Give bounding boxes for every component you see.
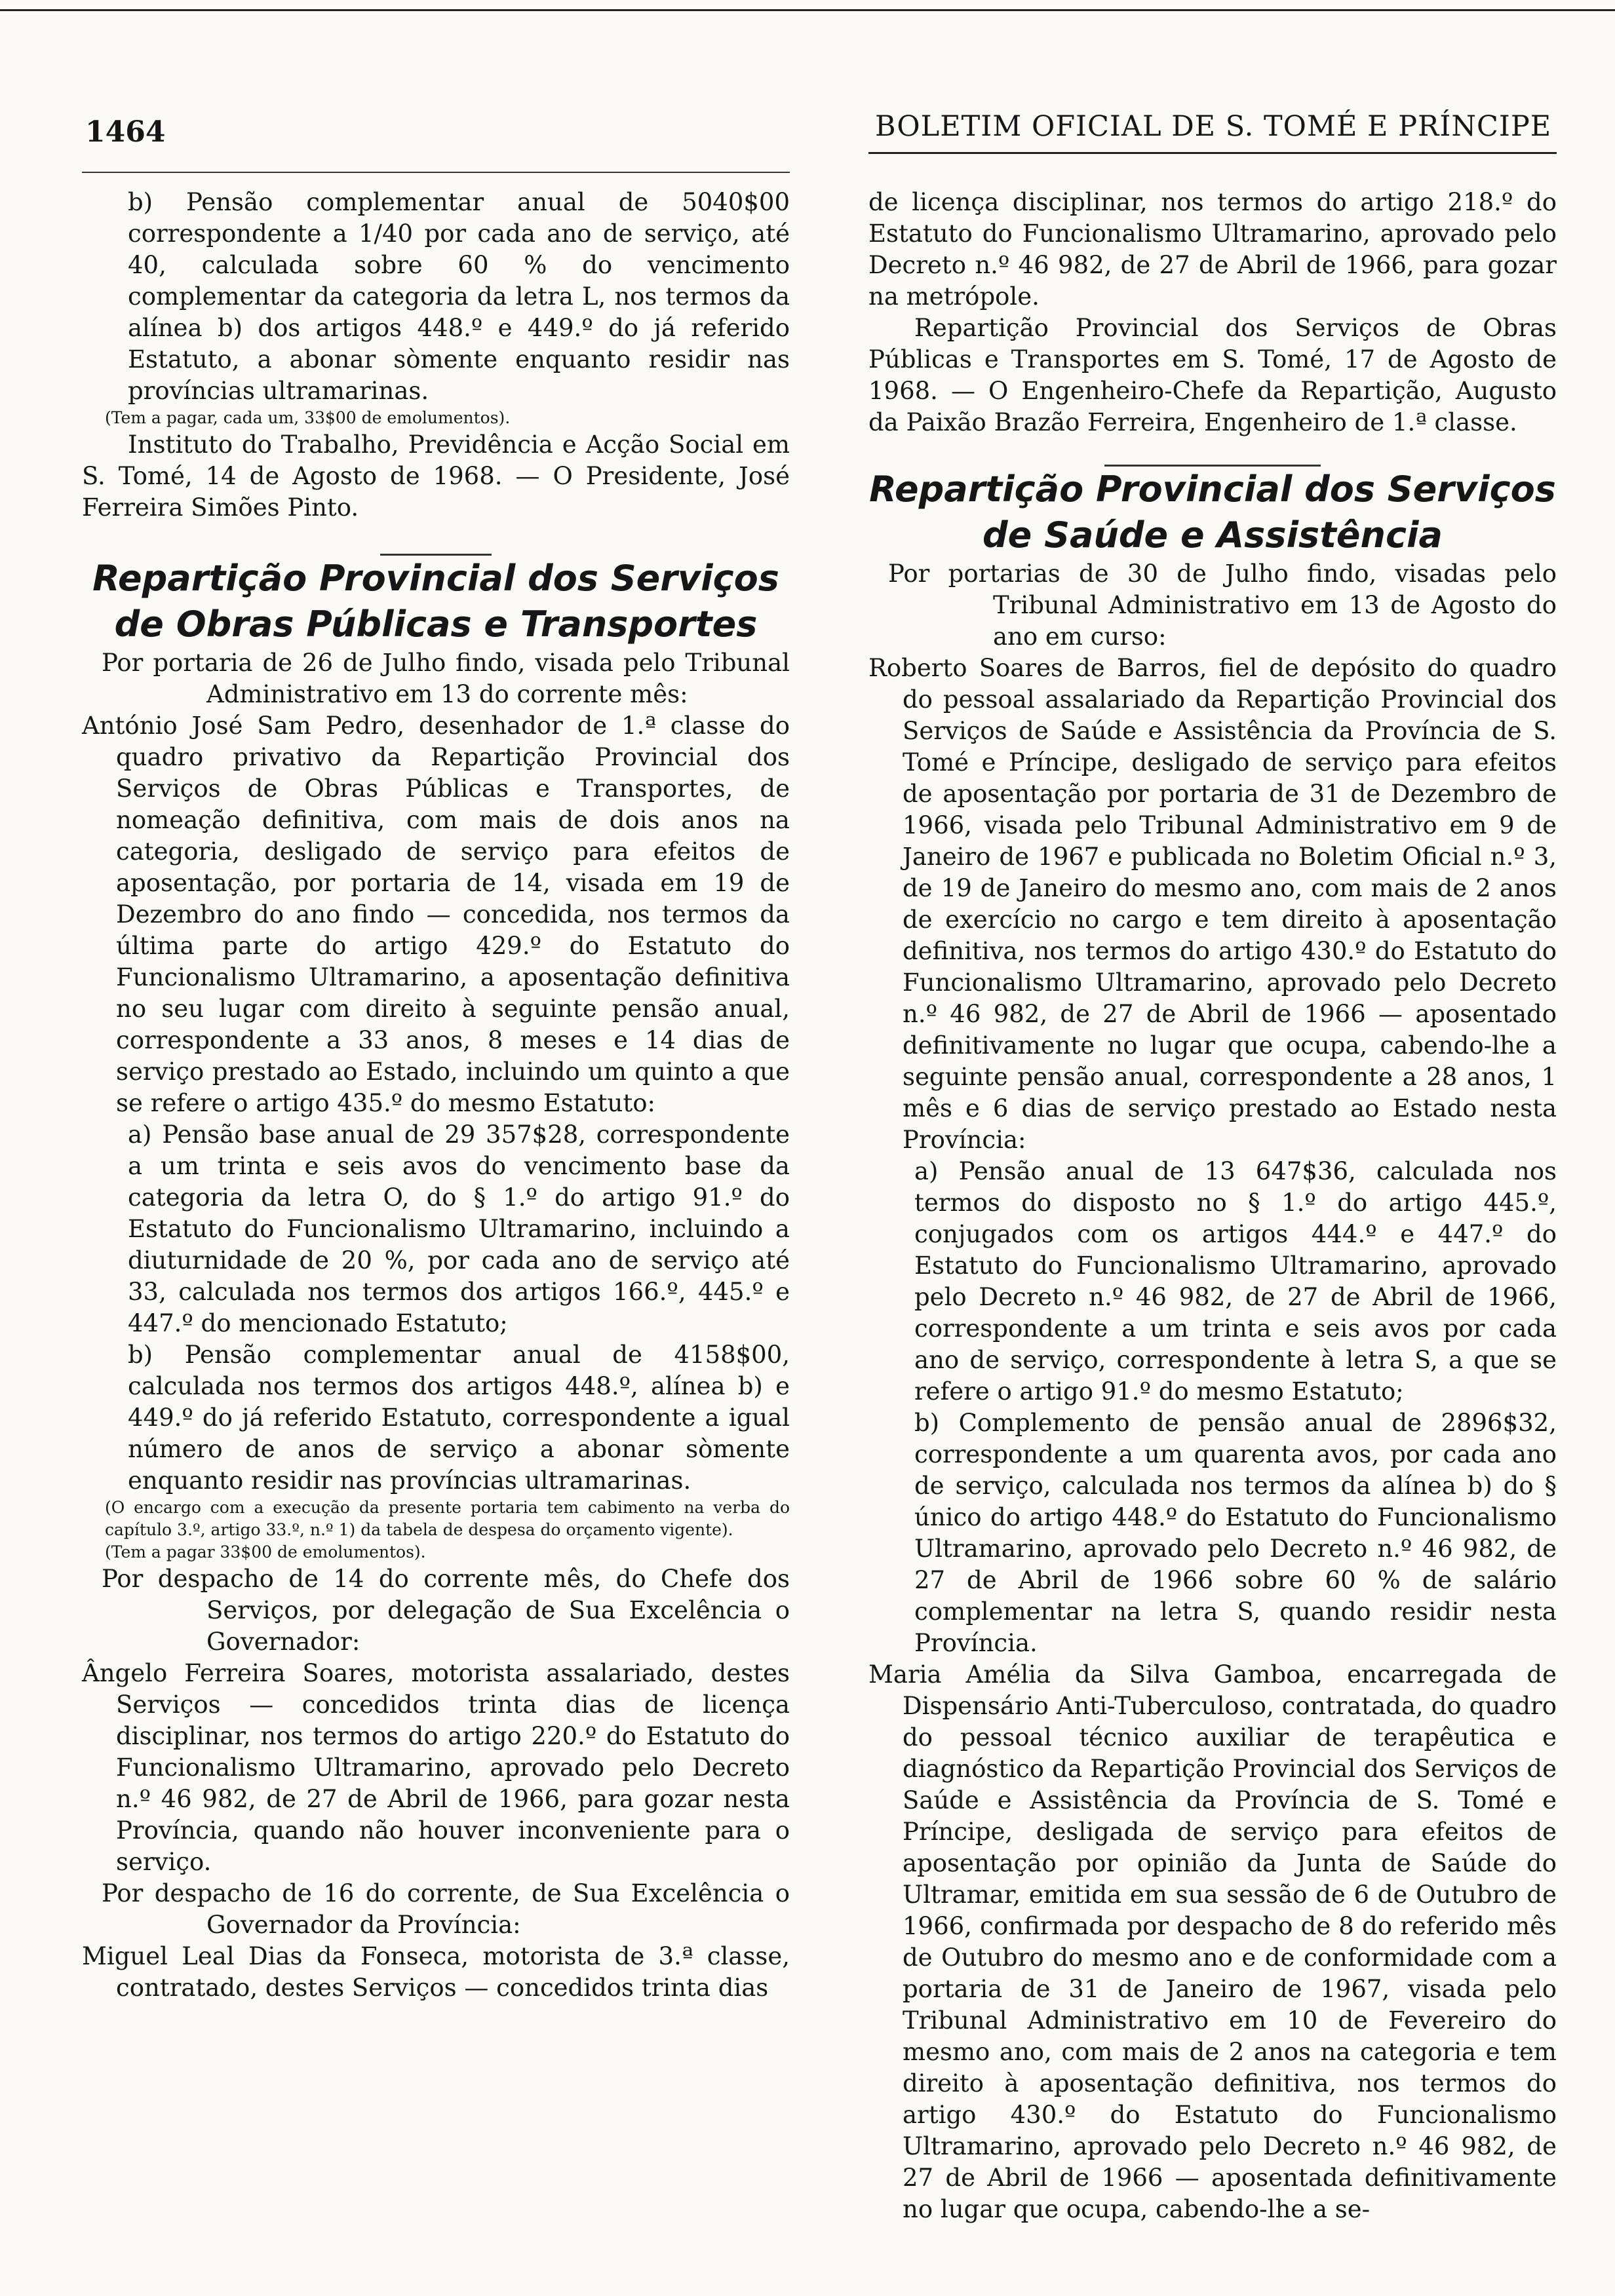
left-column	[82, 187, 790, 2004]
portaria-intro: Por portaria de 26 de Julho findo, visada pelo Tribunal Administrativo em 13 do corrente mês:	[102, 649, 790, 708]
header-rule-right	[868, 152, 1557, 154]
entry-miguel-leal-dias-da-fonseca: Miguel Leal Dias da Fonseca, motorista de 3.ª classe, contratado, destes Serviços — concedidos trinta dias	[82, 1942, 790, 2002]
section-heading-obras-publicas: Repartição Provincial dos Serviços de Obras Públicas e Transportes	[92, 558, 779, 645]
running-head: BOLETIM OFICIAL DE S. TOMÉ E PRÍNCIPE	[875, 110, 1552, 143]
despacho-intro: Por despacho de 16 do corrente, de Sua Excelência o Governador da Província:	[102, 1879, 790, 1939]
entry-antonio-jose-sam-pedro: António José Sam Pedro, desenhador de 1.ª classe do quadro privativo da Repartição Provincial dos Serviços de Obras Públicas e Transportes, de nomeação definitiva, com mais de dois anos na categoria, desligado de serviço para efeitos de aposentação, por portaria de 14, visada em 19 de Dezembro do ano findo — concedida, nos termos da última parte do artigo 429.º do Estatuto do Funcionalismo Ultramarino, a aposentação definitiva no seu lugar com direito à seguinte pensão anual, correspondente a 33 anos, 8 meses e 14 dias de serviço prestado ao Estado, incluindo um quinto a que se refere o artigo 435.º do mesmo Estatuto:	[82, 712, 790, 1117]
header-rule-left	[82, 172, 790, 173]
fee-note: (Tem a pagar 33$00 de emolumentos).	[105, 1542, 426, 1561]
fee-note: (Tem a pagar, cada um, 33$00 de emolumentos).	[105, 408, 511, 427]
signoff-instituto: Instituto do Trabalho, Previdência e Acção Social em S. Tomé, 14 de Agosto de 1968. — O Presidente, José Ferreira Simões Pinto.	[82, 430, 790, 522]
top-border-line	[0, 9, 1615, 11]
entry-antonio-item-b: b) Pensão complementar anual de 4158$00, calculada nos termos dos artigos 448.º, alínea b) e 449.º do já referido Estatuto, correspondente a igual número de anos de serviço a abonar sòmente enquanto residir nas províncias ultramarinas.	[128, 1341, 790, 1495]
entry-angelo-ferreira-soares: Ângelo Ferreira Soares, motorista assalariado, destes Serviços — concedidos trinta dias de licença disciplinar, nos termos do artigo 220.º do Estatuto do Funcionalismo Ultramarino, aprovado pelo Decreto n.º 46 982, de 27 de Abril de 1966, para gozar nesta Província, quando não houver inconveniente para o serviço.	[82, 1659, 790, 1876]
entry-miguel-continued: de licença disciplinar, nos termos do artigo 218.º do Estatuto do Funcionalismo Ultramarino, aprovado pelo Decreto n.º 46 982, de 27 de Abril de 1966, para gozar na metrópole.	[868, 188, 1557, 311]
despacho-intro: Por despacho de 14 do corrente mês, do Chefe dos Serviços, por delegação de Sua Excelência o Governador:	[102, 1565, 790, 1656]
entry-roberto-soares-de-barros: Roberto Soares de Barros, fiel de depósito do quadro do pessoal assalariado da Repartição Provincial dos Serviços de Saúde e Assistência da Província de S. Tomé e Príncipe, desligado de serviço para efeitos de aposentação por portaria de 31 de Dezembro de 1966, visada pelo Tribunal Administrativo em 9 de Janeiro de 1967 e publicada no Boletim Oficial n.º 3, de 19 de Janeiro do mesmo ano, com mais de 2 anos de exercício no cargo e tem direito à aposentação definitiva, nos termos do artigo 430.º do Estatuto do Funcionalismo Ultramarino, aprovado pelo Decreto n.º 46 982, de 27 de Abril de 1966 — aposentado definitivamente no lugar que ocupa, cabendo-lhe a seguinte pensão anual, correspondente a 28 anos, 1 mês e 6 dias de serviço prestado ao Estado nesta Província:	[868, 654, 1557, 1154]
page-number: 1464	[85, 115, 166, 149]
entry-maria-amelia-da-silva-gamboa: Maria Amélia da Silva Gamboa, encarregada de Dispensário Anti-Tuberculoso, contratada, do quadro do pessoal técnico auxiliar de terapêutica e diagnóstico da Repartição Provincial dos Serviços de Saúde e Assistência da Província de S. Tomé e Príncipe, desligada de serviço para efeitos de aposentação por opinião da Junta de Saúde do Ultramar, emitida em sua sessão de 6 de Outubro de 1966, confirmada por despacho de 8 do referido mês de Outubro do mesmo ano e de conformidade com a portaria de 31 de Janeiro de 1967, visada pelo Tribunal Administrativo em 10 de Fevereiro do mesmo ano, com mais de 2 anos na categoria e tem direito à aposentação definitiva, nos termos do artigo 430.º do Estatuto do Funcionalismo Ultramarino, aprovado pelo Decreto n.º 46 982, de 27 de Abril de 1966 — aposentada definitivamente no lugar que ocupa, cabendo-lhe a se-	[868, 1660, 1557, 2223]
section-heading-saude: Repartição Provincial dos Serviços de Saúde e Assistência	[869, 469, 1556, 556]
portarias-intro: Por portarias de 30 de Julho findo, visadas pelo Tribunal Administrativo em 13 de Agosto do ano em curso:	[888, 560, 1557, 651]
entry-roberto-item-a: a) Pensão anual de 13 647$36, calculada nos termos do disposto no § 1.º do artigo 445.º, conjugados com os artigos 444.º e 447.º do Estatuto do Funcionalismo Ultramarino, aprovado pelo Decreto n.º 46 982, de 27 de Abril de 1966, correspondente a um trinta e seis avos por cada ano de serviço, correspondente à letra S, a que se refere o artigo 91.º do mesmo Estatuto;	[914, 1157, 1557, 1406]
encargo-note: (O encargo com a execução da presente portaria tem cabimento na verba do capítulo 3.º, artigo 33.º, n.º 1) da tabela de despesa do orçamento vigente).	[105, 1498, 790, 1539]
entry-roberto-item-b: b) Complemento de pensão anual de 2896$32, correspondente a um quarenta avos, por cada ano de serviço, calculada nos termos da alínea b) do § único do artigo 448.º do Estatuto do Funcionalismo Ultramarino, aprovado pelo Decreto n.º 46 982, de 27 de Abril de 1966 sobre 60 % de salário complementar na letra S, quando residir nesta Província.	[914, 1409, 1557, 1657]
signoff-obras-publicas: Repartição Provincial dos Serviços de Obras Públicas e Transportes em S. Tomé, 17 de Agosto de 1968. — O Engenheiro-Chefe da Repartição, Augusto da Paixão Brazão Ferreira, Engenheiro de 1.ª classe.	[868, 314, 1557, 436]
pension-b-continued: b) Pensão complementar anual de 5040$00 correspondente a 1/40 por cada ano de serviço, até 40, calculada sobre 60 % do vencimento complementar da categoria da letra L, nos termos da alínea b) dos artigos 448.º e 449.º do já referido Estatuto, a abonar sòmente enquanto residir nas províncias ultramarinas.	[128, 188, 790, 405]
right-column	[868, 187, 1557, 2225]
entry-antonio-item-a: a) Pensão base anual de 29 357$28, correspondente a um trinta e seis avos do vencimento base da categoria da letra O, do § 1.º do artigo 91.º do Estatuto do Funcionalismo Ultramarino, incluindo a diuturnidade de 20 %, por cada ano de serviço até 33, calculada nos termos dos artigos 166.º, 445.º e 447.º do mencionado Estatuto;	[128, 1120, 790, 1337]
